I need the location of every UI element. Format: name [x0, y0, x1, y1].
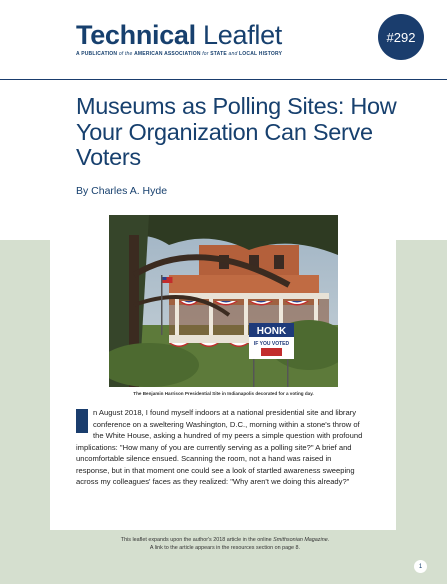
- masthead-title-bold: Technical: [76, 20, 196, 50]
- masthead-title: [76, 20, 282, 50]
- article-photo: [109, 215, 338, 387]
- masthead-subtitle: A PUBLICATION of the AMERICAN ASSOCIATION for STATE and LOCAL HISTORY: [76, 51, 283, 57]
- issue-number: #292: [386, 29, 416, 45]
- page-number: 1: [414, 560, 427, 573]
- article-body: [76, 407, 366, 488]
- article-body-text: n August 2018, I found myself indoors at a national presidential site and library conference on a sweltering Washington, D.C., morning within a stone's throw of the White House, asking a hundred of my peers a simple question with profound implications: "How many of you are currently serving as a polling site?" A brief and uncomfortable silence ensued. Scanning the room, not a hand was raised in response, but in that moment one could see a look of startled awareness sweeping across my colleagues' faces as they realized: "Why aren't we doing this already?": [76, 408, 363, 486]
- footnote-magazine: Smithsonian Magazine: [273, 537, 328, 543]
- article-title: Museums as Polling Sites: How Your Organization Can Serve Voters: [76, 93, 397, 170]
- photo-caption: The Benjamin Harrison Presidential Site in Indianapolis decorated for a voting day.: [133, 391, 314, 396]
- yard-sign-voted: IF YOU VOTED: [253, 341, 290, 347]
- header-divider: [0, 79, 447, 80]
- masthead-title-light: Leaflet: [203, 20, 283, 50]
- dropcap-letter: [76, 409, 88, 433]
- yard-sign-honk: HONK: [256, 326, 287, 337]
- issue-number-badge: [378, 14, 424, 60]
- masthead: [76, 20, 282, 57]
- footnote-line2: A link to the article appears in the resources section on page 8.: [149, 545, 301, 551]
- footnote: This leaflet expands upon the author's 2018 article in the online Smithsonian Magazine. A link to the article appears in the resources section on page 8.: [120, 537, 330, 551]
- article-byline: By Charles A. Hyde: [76, 185, 168, 197]
